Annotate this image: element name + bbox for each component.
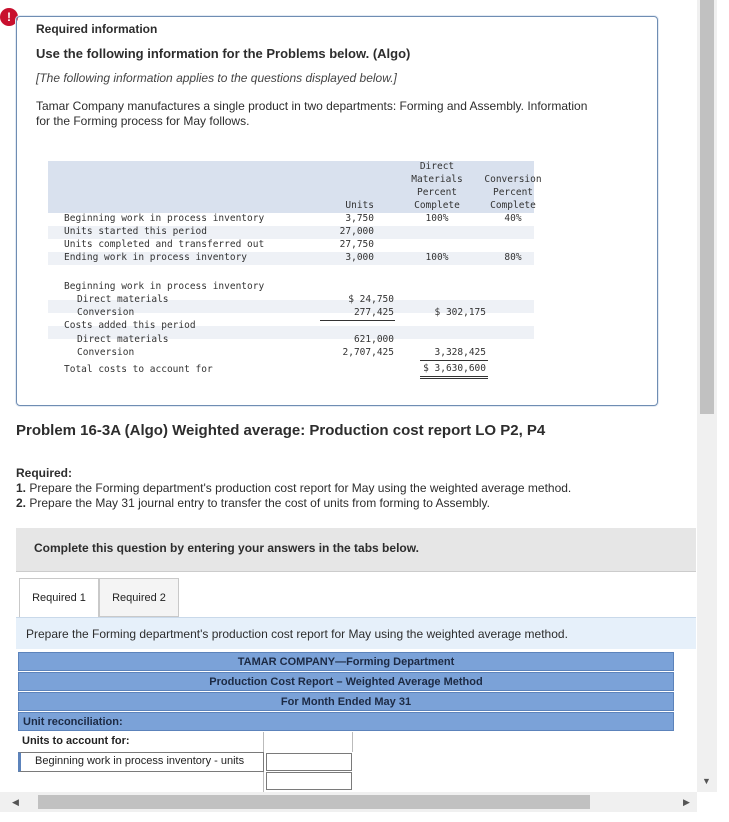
unit-row-label: Beginning work in process inventory [64, 213, 265, 224]
report-cell [264, 732, 353, 752]
next-units-input[interactable] [266, 772, 352, 790]
cost-label: Conversion [77, 347, 135, 358]
forming-data-table [48, 161, 542, 375]
cost-value: 277,425 [353, 307, 394, 318]
unit-row-label: Units started this period [64, 226, 207, 237]
company-description: Tamar Company manufactures a single product in two departments: Forming and Assembly. Information for the Forming process for May follows. [36, 99, 588, 128]
report-title: Production Cost Report – Weighted Average Method [18, 672, 674, 691]
complete-question-bar [16, 528, 696, 572]
cost-value: 2,707,425 [342, 347, 394, 358]
use-following-heading: Use the following information for the Problems below. (Algo) [36, 46, 411, 61]
cost-label: Total costs to account for [64, 364, 213, 375]
total-double-underline [420, 376, 488, 377]
scroll-right-arrow-icon[interactable]: ▶ [683, 797, 690, 807]
total-double-underline [420, 378, 488, 379]
unit-row-units: 3,750 [345, 213, 374, 224]
unit-row-cv: 40% [504, 213, 522, 224]
cost-subtotal: 3,328,425 [434, 347, 486, 358]
scroll-left-arrow-icon[interactable]: ◀ [12, 797, 19, 807]
unit-row-units: 27,000 [339, 226, 374, 237]
dm-header-line1: Direct [419, 161, 455, 172]
cost-label: Beginning work in process inventory [64, 281, 265, 292]
unit-row-cv: 80% [504, 252, 522, 263]
unit-reconciliation-header: Unit reconciliation: [18, 712, 674, 731]
unit-row-dm: 100% [425, 213, 449, 224]
unit-row-units: 3,000 [345, 252, 374, 263]
requirement-number: 2. [16, 496, 27, 510]
requirement-2 [16, 496, 490, 510]
required-label: Required: [16, 466, 73, 480]
tab-required-1[interactable]: Required 1 [19, 578, 99, 617]
cv-header-line1: Conversion [484, 174, 542, 185]
cost-label: Direct materials [77, 334, 169, 345]
report-period: For Month Ended May 31 [18, 692, 674, 711]
subtotal-underline [320, 320, 395, 321]
problem-title: Problem 16-3A (Algo) Weighted average: Production cost report LO P2, P4 [16, 422, 546, 439]
dm-header-line2: Materials [411, 174, 463, 185]
unit-row-dm: 100% [425, 252, 449, 263]
cost-subtotal: $ 302,175 [434, 307, 486, 318]
alert-icon: ! [0, 8, 18, 26]
cv-header-line2: Percent [492, 187, 534, 198]
unit-row-label: Ending work in process inventory [64, 252, 248, 263]
beg-wip-units-input[interactable] [266, 753, 352, 771]
cv-header-line3: Complete [490, 200, 536, 211]
requirement-1 [16, 481, 571, 495]
scroll-down-arrow-icon[interactable]: ▼ [702, 776, 711, 786]
applies-note: [The following information applies to the questions displayed below.] [36, 71, 397, 85]
instruction-bar [16, 617, 696, 649]
units-to-account-label: Units to account for: [18, 732, 264, 752]
required-information-heading: Required information [36, 22, 158, 36]
cost-label: Conversion [77, 307, 135, 318]
requirement-text: Prepare the May 31 journal entry to transfer the cost of units from forming to Assembly. [26, 496, 491, 510]
complete-question-text: Complete this question by entering your answers in the tabs below. [34, 541, 419, 555]
vertical-scroll-thumb[interactable] [700, 0, 714, 414]
requirement-text: Prepare the Forming department's production cost report for May using the weighted average method. [26, 481, 572, 495]
horizontal-scroll-thumb[interactable] [38, 795, 590, 809]
cost-total: $ 3,630,600 [423, 363, 486, 374]
units-header: Units [345, 200, 374, 211]
requirement-number: 1. [16, 481, 27, 495]
cost-label: Costs added this period [64, 320, 196, 331]
report-company: TAMAR COMPANY—Forming Department [18, 652, 674, 671]
unit-row-label: Units completed and transferred out [64, 239, 265, 250]
beg-wip-units-label: Beginning work in process inventory - units [18, 752, 264, 772]
cost-label: Direct materials [77, 294, 169, 305]
tab-required-2[interactable]: Required 2 [99, 578, 179, 617]
unit-row-units: 27,750 [339, 239, 374, 250]
instruction-text: Prepare the Forming department's production cost report for May using the weighted average method. [26, 627, 568, 641]
cost-value: 621,000 [353, 334, 394, 345]
subtotal-underline [420, 360, 488, 361]
cost-value: $ 24,750 [348, 294, 394, 305]
dm-header-line3: Percent [416, 187, 458, 198]
dm-header-line4: Complete [414, 200, 460, 211]
next-row-label [18, 772, 264, 792]
